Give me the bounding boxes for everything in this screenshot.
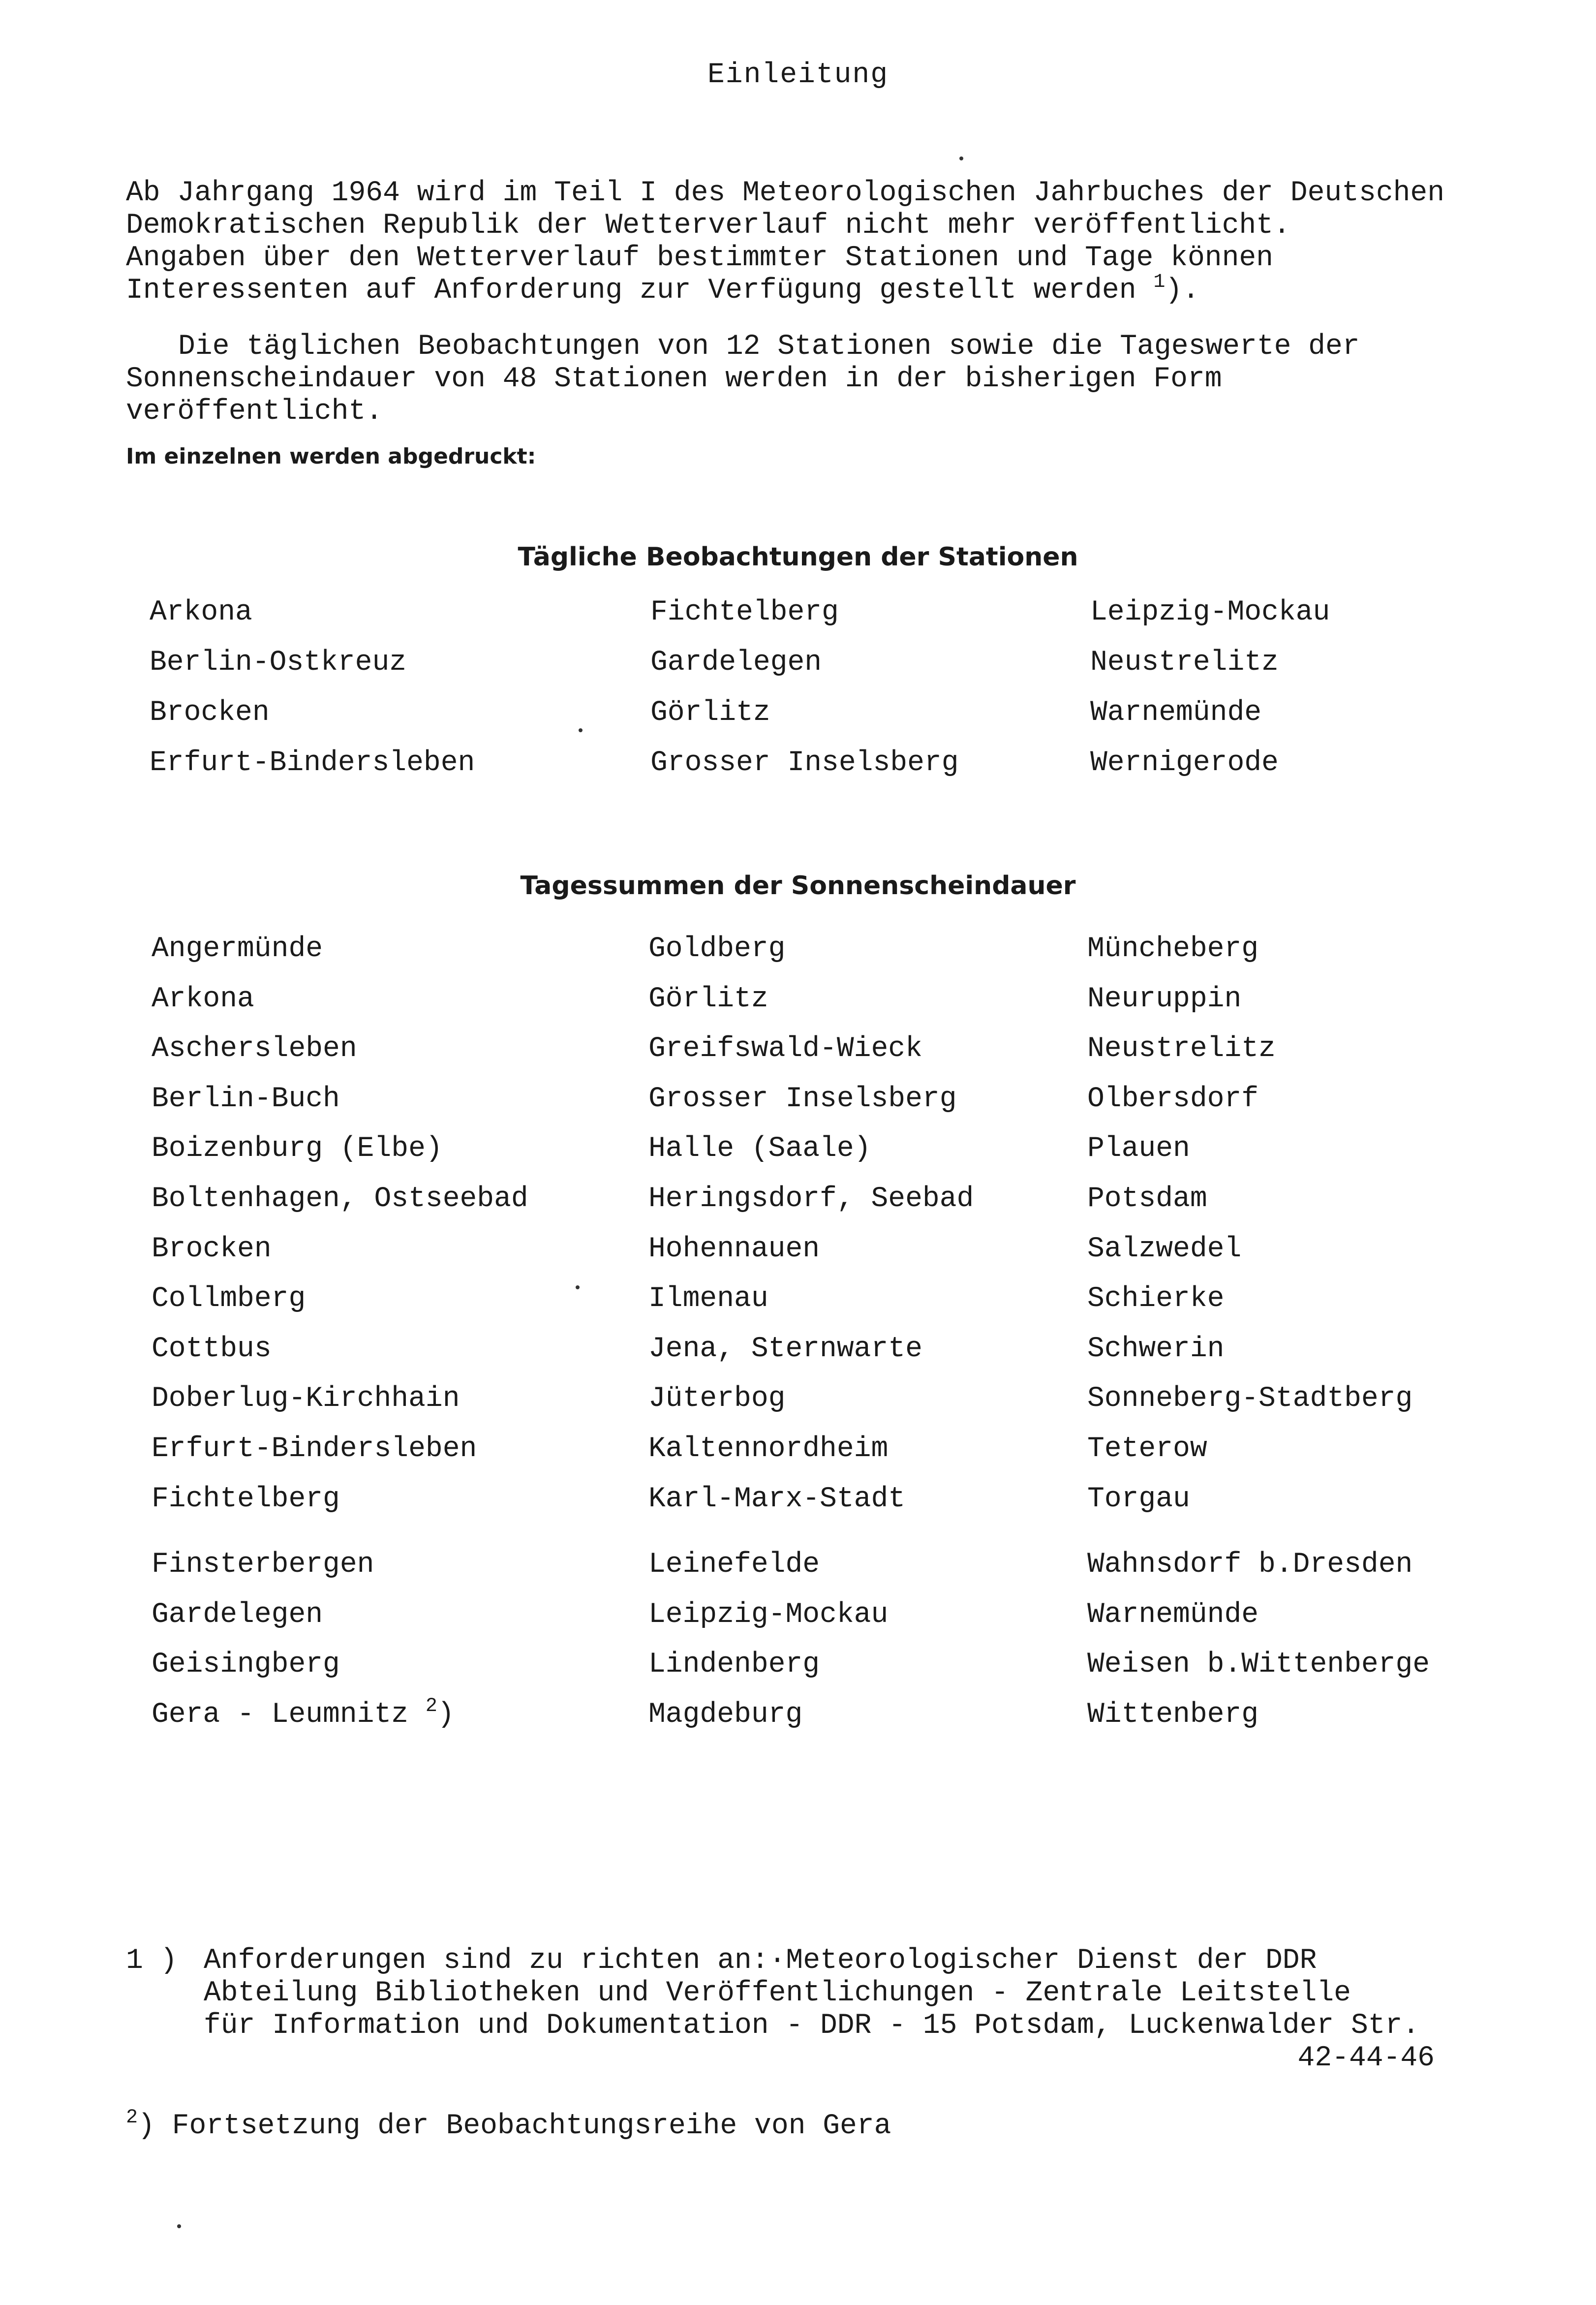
section-heading-sunshine: Tagessummen der Sonnenscheindauer — [520, 871, 1076, 901]
station-item — [152, 1549, 528, 1599]
station-name: Karl-Marx-Stadt — [648, 1483, 906, 1515]
station-name: Leipzig-Mockau — [648, 1598, 889, 1631]
station-name: Boizenburg (Elbe) — [152, 1133, 443, 1165]
station-name: Warnemünde — [1087, 1598, 1259, 1631]
footnote-ref-paren: ) — [437, 1698, 455, 1731]
station-item — [1087, 933, 1430, 983]
station-name: Hohennauen — [648, 1233, 820, 1265]
scan-speck — [579, 728, 583, 732]
station-item — [1090, 596, 1330, 647]
scan-speck — [177, 2224, 181, 2228]
station-name: Torgau — [1087, 1483, 1190, 1515]
station-item — [648, 933, 974, 983]
station-name: Berlin-Ostkreuz — [150, 647, 407, 679]
footnote-2-text: Fortsetzung der Beobachtungsreihe von Gera — [154, 2110, 891, 2142]
station-name: Cottbus — [152, 1333, 272, 1365]
station-name: Gardelegen — [152, 1598, 323, 1631]
intro-line: Ab Jahrgang 1964 wird im Teil I des Meteorologischen Jahrbuches der Deutschen — [126, 177, 1445, 209]
station-name: Lindenberg — [648, 1649, 820, 1681]
scan-speck — [576, 1285, 580, 1289]
intro-line: veröffentlicht. — [126, 396, 383, 428]
footnote-1 — [126, 1945, 1435, 2075]
station-name: Aschersleben — [152, 1033, 357, 1065]
station-name: Finsterbergen — [152, 1549, 374, 1581]
station-name: Kaltennordheim — [648, 1433, 889, 1465]
intro-paragraph-2 — [126, 331, 1360, 428]
footnote-2-paren: ) — [138, 2110, 155, 2142]
station-item — [152, 1033, 528, 1083]
station-name: Arkona — [150, 596, 252, 628]
station-name: Ilmenau — [648, 1283, 768, 1315]
station-name: Plauen — [1087, 1133, 1190, 1165]
footnote-2-mark: 2 — [126, 2107, 138, 2129]
footnote-ref-2: 2 — [425, 1695, 437, 1717]
footnote-1-line: Abteilung Bibliotheken und Veröffentlichungen - Zentrale Leitstelle — [204, 1977, 1351, 2009]
station-column — [152, 933, 528, 1749]
station-name: Salzwedel — [1087, 1233, 1242, 1265]
intro-line: Die täglichen Beobachtungen von 12 Stationen sowie die Tageswerte der — [178, 331, 1360, 363]
station-name: Grosser Inselsberg — [650, 747, 959, 779]
station-item — [648, 1549, 974, 1599]
station-item — [1087, 1183, 1430, 1233]
intro-paragraph-1 — [126, 177, 1444, 307]
station-item — [150, 747, 475, 797]
station-item — [1090, 647, 1330, 697]
station-column — [1090, 596, 1330, 797]
footnote-1-number: 42-44-46 — [1297, 2042, 1435, 2074]
station-name: Heringsdorf, Seebad — [648, 1183, 974, 1215]
station-item — [648, 1433, 974, 1483]
footnote-2 — [126, 2107, 891, 2143]
station-item — [648, 1233, 974, 1283]
station-item — [150, 697, 475, 747]
station-name: Arkona — [152, 983, 254, 1015]
station-item — [152, 983, 528, 1033]
station-name: Gardelegen — [650, 647, 822, 679]
station-item — [1087, 1599, 1430, 1649]
scan-speck — [959, 156, 963, 160]
station-name: Wittenberg — [1087, 1698, 1259, 1731]
station-item — [648, 1599, 974, 1649]
station-item — [1087, 1433, 1430, 1483]
station-item — [152, 1283, 528, 1333]
station-name: Brocken — [150, 697, 270, 729]
station-name: Gera - Leumnitz — [152, 1698, 426, 1731]
intro-line: Demokratischen Republik der Wetterverlauf nicht mehr veröffentlicht. — [126, 210, 1290, 242]
station-item — [152, 1383, 528, 1433]
station-name: Erfurt-Bindersleben — [150, 747, 475, 779]
intro-line-last — [126, 271, 1444, 307]
station-item — [648, 1383, 974, 1433]
station-item — [648, 1033, 974, 1083]
station-name: Wernigerode — [1090, 747, 1279, 779]
station-column — [650, 596, 959, 797]
station-item — [648, 1483, 974, 1549]
station-item — [1087, 1549, 1430, 1599]
station-column — [150, 596, 475, 797]
footnote-1-mark: 1 ) — [126, 1945, 178, 1977]
station-item — [1090, 747, 1330, 797]
station-item — [650, 647, 959, 697]
station-item — [1087, 1383, 1430, 1433]
station-name: Schierke — [1087, 1283, 1225, 1315]
station-name: Teterow — [1087, 1433, 1207, 1465]
station-name: Warnemünde — [1090, 697, 1262, 729]
station-name: Collmberg — [152, 1283, 306, 1315]
station-item — [648, 1083, 974, 1133]
lead-text: Im einzelnen werden abgedruckt: — [126, 444, 536, 469]
intro-line: Interessenten auf Anforderung zur Verfügung gestellt werden — [126, 275, 1154, 307]
station-name: Sonneberg-Stadtberg — [1087, 1383, 1413, 1415]
station-item — [1087, 1483, 1430, 1549]
station-column — [1087, 933, 1430, 1749]
station-item — [150, 596, 475, 647]
station-item — [1087, 1233, 1430, 1283]
station-item — [1087, 1083, 1430, 1133]
station-name: Neustrelitz — [1090, 647, 1279, 679]
station-item — [648, 1699, 974, 1749]
station-name: Halle (Saale) — [648, 1133, 871, 1165]
station-item — [650, 596, 959, 647]
station-name: Jüterbog — [648, 1383, 786, 1415]
station-item — [1087, 1649, 1430, 1699]
station-item — [650, 697, 959, 747]
station-name: Doberlug-Kirchhain — [152, 1383, 460, 1415]
station-name: Neuruppin — [1087, 983, 1242, 1015]
intro-line: Sonnenscheindauer von 48 Stationen werden in der bisherigen Form — [126, 363, 1222, 395]
station-item — [152, 1133, 528, 1183]
station-name: Angermünde — [152, 933, 323, 965]
station-name: Magdeburg — [648, 1698, 803, 1731]
station-item — [152, 1333, 528, 1383]
station-item — [1087, 1133, 1430, 1183]
station-name: Weisen b.Wittenberge — [1087, 1649, 1430, 1681]
station-item — [648, 1183, 974, 1233]
footnote-ref-1: 1 — [1153, 271, 1166, 293]
station-column — [648, 933, 974, 1749]
footnote-ref-paren: ). — [1165, 275, 1199, 307]
station-item — [1087, 1333, 1430, 1383]
station-name: Neustrelitz — [1087, 1033, 1276, 1065]
station-name: Boltenhagen, Ostseebad — [152, 1183, 528, 1215]
footnote-1-line: für Information und Dokumentation - DDR - 15 Potsdam, Luckenwalder Str. — [204, 2010, 1420, 2042]
station-item — [650, 747, 959, 797]
station-name: Potsdam — [1087, 1183, 1207, 1215]
station-item — [648, 1133, 974, 1183]
section-heading-daily-observations: Tägliche Beobachtungen der Stationen — [518, 542, 1078, 572]
station-name: Jena, Sternwarte — [648, 1333, 922, 1365]
intro-line: Angaben über den Wetterverlauf bestimmter Stationen und Tage können — [126, 242, 1273, 274]
station-item — [152, 1695, 528, 1749]
station-name: Schwerin — [1087, 1333, 1225, 1365]
station-item — [150, 647, 475, 697]
footnote-1-line: Anforderungen sind zu richten an:·Meteorologischer Dienst der DDR — [204, 1945, 1317, 1977]
station-name: Goldberg — [648, 933, 786, 965]
station-item — [1090, 697, 1330, 747]
station-item — [152, 1433, 528, 1483]
station-name: Grosser Inselsberg — [648, 1083, 957, 1115]
station-item — [648, 1283, 974, 1333]
station-name: Leinefelde — [648, 1549, 820, 1581]
page-title: Einleitung — [707, 59, 889, 91]
station-name: Görlitz — [648, 983, 768, 1015]
station-item — [1087, 1699, 1430, 1749]
station-item — [152, 1233, 528, 1283]
station-name: Leipzig-Mockau — [1090, 596, 1330, 628]
station-name: Fichtelberg — [650, 596, 839, 628]
station-name: Greifswald-Wieck — [648, 1033, 922, 1065]
station-name: Olbersdorf — [1087, 1083, 1259, 1115]
station-name: Fichtelberg — [152, 1483, 340, 1515]
station-name: Müncheberg — [1087, 933, 1259, 965]
station-name: Erfurt-Bindersleben — [152, 1433, 477, 1465]
station-item — [152, 933, 528, 983]
station-item — [648, 983, 974, 1033]
station-name: Berlin-Buch — [152, 1083, 340, 1115]
station-item — [152, 1083, 528, 1133]
station-item — [152, 1183, 528, 1233]
station-item — [152, 1649, 528, 1699]
station-name: Brocken — [152, 1233, 272, 1265]
station-name: Geisingberg — [152, 1649, 340, 1681]
station-item — [648, 1649, 974, 1699]
station-item — [1087, 1033, 1430, 1083]
station-item — [152, 1483, 528, 1549]
station-item — [152, 1599, 528, 1649]
station-item — [1087, 983, 1430, 1033]
station-name: Wahnsdorf b.Dresden — [1087, 1549, 1413, 1581]
station-item — [1087, 1283, 1430, 1333]
station-item — [648, 1333, 974, 1383]
station-name: Görlitz — [650, 697, 770, 729]
